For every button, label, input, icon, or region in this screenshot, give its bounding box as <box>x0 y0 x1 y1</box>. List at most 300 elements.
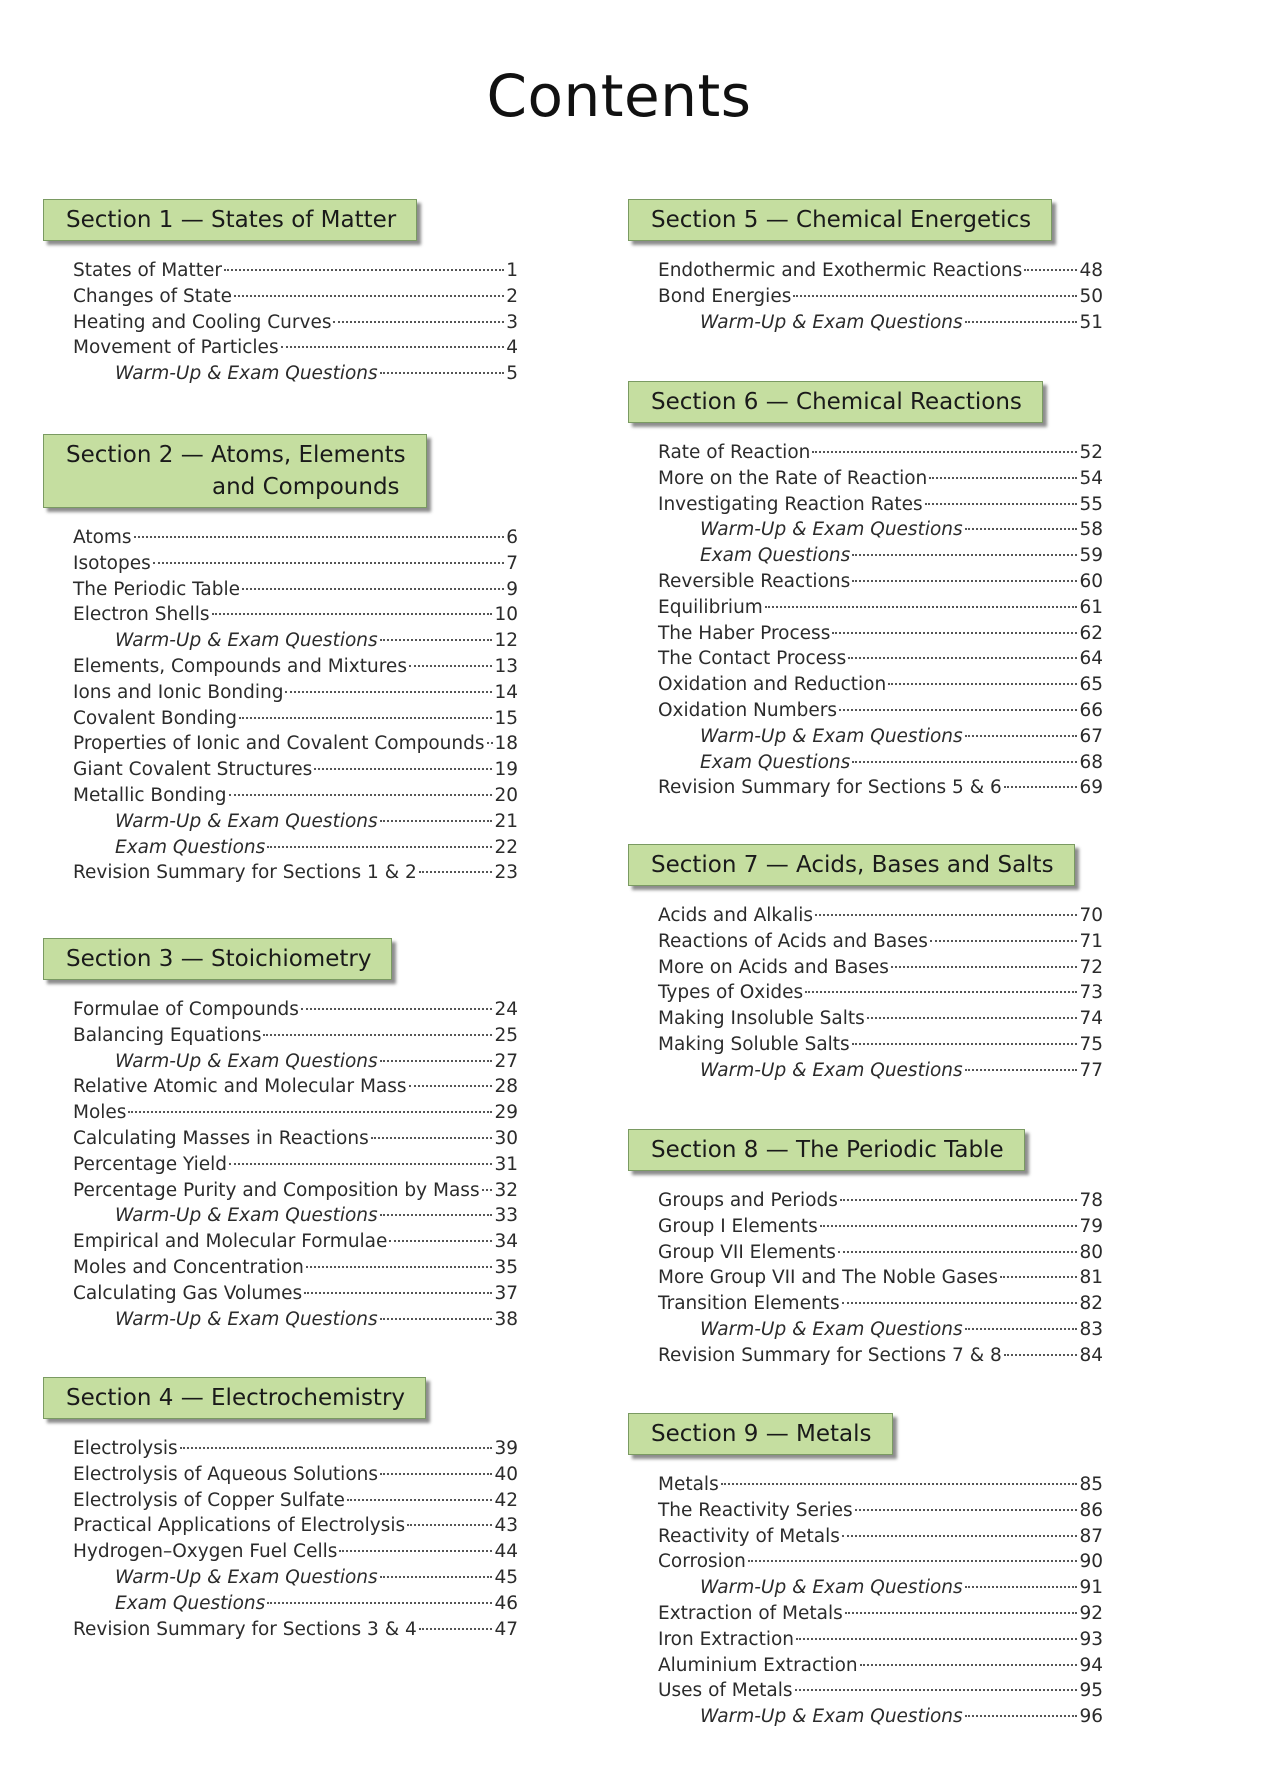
dot-leader <box>815 914 1077 916</box>
entry-title: Moles <box>73 1102 127 1124</box>
toc-entry[interactable] <box>73 1255 518 1281</box>
dot-leader <box>267 846 492 848</box>
page-number: 87 <box>1079 1525 1103 1547</box>
dot-leader <box>409 1085 493 1087</box>
toc-entry[interactable] <box>73 783 518 809</box>
entry-list <box>43 525 518 886</box>
dot-leader <box>333 321 504 323</box>
entry-title: Making Soluble Salts <box>658 1033 850 1055</box>
page-number: 6 <box>506 527 518 548</box>
section-header-line: Section 6 — Chemical Reactions <box>651 389 1022 415</box>
entry-title: Acids and Alkalis <box>658 905 814 926</box>
section-header-line: Section 3 — Stoichiometry <box>66 946 372 972</box>
toc-entry[interactable] <box>73 1178 518 1204</box>
toc-entry[interactable] <box>658 724 1103 750</box>
entry-title: Empirical and Molecular Formulae <box>73 1231 388 1253</box>
dot-leader <box>1004 1354 1078 1356</box>
entry-title: More on the Rate of Reaction <box>658 467 928 489</box>
toc-entry[interactable] <box>73 284 518 310</box>
toc-entry[interactable] <box>73 1074 518 1100</box>
dot-leader <box>304 1292 492 1294</box>
section-1 <box>43 199 548 387</box>
entry-title: Balancing Equations <box>73 1024 262 1046</box>
page-number: 95 <box>1079 1680 1103 1702</box>
section-header <box>628 199 1052 241</box>
section-header-line: Section 1 — States of Matter <box>66 207 397 233</box>
entry-title: Warm-Up & Exam Questions <box>115 1308 378 1330</box>
page-number: 68 <box>1079 751 1103 773</box>
toc-entry[interactable] <box>658 517 1103 543</box>
entry-title: Changes of State <box>73 285 233 307</box>
entry-title: The Haber Process <box>658 622 831 644</box>
toc-entry[interactable] <box>73 258 518 284</box>
page-number: 83 <box>1079 1318 1103 1340</box>
page-number: 78 <box>1079 1190 1103 1211</box>
dot-leader <box>965 528 1078 530</box>
toc-entry[interactable] <box>73 1617 518 1643</box>
toc-entry[interactable] <box>658 1317 1103 1343</box>
entry-title: Relative Atomic and Molecular Mass <box>73 1076 407 1098</box>
dot-leader <box>838 1251 1078 1253</box>
section-header-line: Section 8 — The Periodic Table <box>651 1137 1004 1163</box>
entry-list <box>628 1188 1103 1369</box>
page-number: 25 <box>494 1024 518 1046</box>
section-6 <box>628 381 1133 801</box>
page-number: 23 <box>494 862 518 884</box>
entry-title: More Group VII and The Noble Gases <box>658 1267 999 1289</box>
entry-list <box>628 258 1103 335</box>
section-header-line: Section 5 — Chemical Energetics <box>651 207 1032 233</box>
toc-entry[interactable] <box>73 835 518 861</box>
page-number: 27 <box>494 1050 518 1072</box>
toc-entry[interactable] <box>73 654 518 680</box>
entry-title: Group I Elements <box>658 1215 818 1237</box>
page-number: 72 <box>1079 956 1103 978</box>
entry-title: Warm-Up & Exam Questions <box>115 630 378 652</box>
toc-entry[interactable] <box>658 310 1103 336</box>
page-number: 2 <box>506 285 518 307</box>
entry-title: Uses of Metals <box>658 1680 793 1702</box>
toc-entry[interactable] <box>658 1575 1103 1601</box>
page-number: 62 <box>1079 622 1103 644</box>
entry-list <box>628 903 1103 1084</box>
page-number: 3 <box>506 311 518 333</box>
dot-leader <box>380 1318 493 1320</box>
page-number: 92 <box>1079 1602 1103 1624</box>
section-header <box>628 381 1043 423</box>
toc-entry[interactable] <box>73 1100 518 1126</box>
entry-title: Isotopes <box>73 552 151 574</box>
dot-leader <box>839 709 1077 711</box>
page-number: 42 <box>494 1489 518 1511</box>
entry-title: Electrolysis of Copper Sulfate <box>73 1489 345 1511</box>
entry-title: Metals <box>658 1474 719 1495</box>
page-number: 73 <box>1079 982 1103 1004</box>
page-number: 21 <box>494 810 518 832</box>
dot-leader <box>820 1225 1078 1227</box>
dot-leader <box>1004 786 1078 788</box>
entry-title: Exam Questions <box>700 751 851 773</box>
page-number: 37 <box>494 1282 518 1304</box>
dot-leader <box>1000 1276 1077 1278</box>
dot-leader <box>314 768 492 770</box>
section-7 <box>628 844 1133 1084</box>
entry-title: Percentage Purity and Composition by Mass <box>73 1179 480 1201</box>
toc-entry[interactable] <box>658 1214 1103 1240</box>
dot-leader <box>721 1483 1078 1485</box>
dot-leader <box>267 1602 492 1604</box>
dot-leader <box>965 735 1078 737</box>
dot-leader <box>965 1715 1078 1717</box>
entry-title: Types of Oxides <box>658 982 804 1004</box>
entry-title: Elements, Compounds and Mixtures <box>73 655 407 677</box>
dot-leader <box>234 295 504 297</box>
dot-leader <box>128 1111 492 1113</box>
dot-leader <box>339 1550 492 1552</box>
dot-leader <box>929 477 1077 479</box>
dot-leader <box>855 1509 1078 1511</box>
dot-leader <box>793 295 1077 297</box>
toc-entry[interactable] <box>658 569 1103 595</box>
dot-leader <box>380 372 505 374</box>
page-number: 14 <box>494 681 518 703</box>
dot-leader <box>848 657 1077 659</box>
entry-title: Oxidation Numbers <box>658 699 838 721</box>
page-number: 20 <box>494 784 518 806</box>
toc-entry[interactable] <box>658 440 1103 466</box>
section-header-line: Section 2 — Atoms, Elements <box>66 442 406 468</box>
dot-leader <box>925 503 1078 505</box>
entry-title: Exam Questions <box>115 836 266 858</box>
toc-entry[interactable] <box>73 628 518 654</box>
dot-leader <box>796 1638 1077 1640</box>
dot-leader <box>239 717 492 719</box>
page-number: 84 <box>1079 1344 1103 1366</box>
entry-title: Practical Applications of Electrolysis <box>73 1515 406 1537</box>
page-number: 93 <box>1079 1628 1103 1650</box>
entry-title: Rate of Reaction <box>658 442 811 463</box>
entry-title: Reactions of Acids and Bases <box>658 930 928 952</box>
page-number: 77 <box>1079 1059 1103 1081</box>
section-3 <box>43 938 548 1332</box>
section-5 <box>628 199 1133 335</box>
entry-title: Ions and Ionic Bonding <box>73 681 284 703</box>
entry-title: Warm-Up & Exam Questions <box>700 1577 963 1599</box>
entry-title: Aluminium Extraction <box>658 1654 858 1676</box>
dot-leader <box>805 991 1077 993</box>
toc-entry[interactable] <box>73 1462 518 1488</box>
toc-entry[interactable] <box>73 310 518 336</box>
page-number: 19 <box>494 759 518 781</box>
dot-leader <box>930 940 1078 942</box>
dot-leader <box>212 613 493 615</box>
dot-leader <box>380 1576 493 1578</box>
page-number: 34 <box>494 1231 518 1253</box>
toc-entry[interactable] <box>73 1281 518 1307</box>
entry-title: Giant Covalent Structures <box>73 759 313 781</box>
entry-title: Exam Questions <box>115 1592 266 1614</box>
toc-entry[interactable] <box>658 1291 1103 1317</box>
page-number: 85 <box>1079 1474 1103 1495</box>
page-number: 9 <box>506 578 518 600</box>
toc-entry[interactable] <box>658 1343 1103 1369</box>
toc-entry[interactable] <box>658 1265 1103 1291</box>
toc-entry[interactable] <box>73 577 518 603</box>
entry-title: Warm-Up & Exam Questions <box>700 519 963 541</box>
entry-title: Revision Summary for Sections 3 & 4 <box>73 1618 417 1640</box>
toc-entry[interactable] <box>658 1704 1103 1730</box>
entry-title: Warm-Up & Exam Questions <box>115 1205 378 1227</box>
entry-title: Electrolysis <box>73 1438 178 1459</box>
toc-entry[interactable] <box>658 1032 1103 1058</box>
toc-entry[interactable] <box>658 1188 1103 1214</box>
toc-entry[interactable] <box>73 997 518 1023</box>
section-header-line: Section 9 — Metals <box>651 1421 872 1447</box>
entry-title: Hydrogen–Oxygen Fuel Cells <box>73 1541 338 1563</box>
entry-title: Warm-Up & Exam Questions <box>115 810 378 832</box>
page-number: 75 <box>1079 1033 1103 1055</box>
entry-title: Warm-Up & Exam Questions <box>700 311 963 333</box>
entry-list <box>43 258 518 387</box>
page-number: 86 <box>1079 1499 1103 1521</box>
entry-title: Investigating Reaction Rates <box>658 493 923 515</box>
page-number: 81 <box>1079 1267 1103 1289</box>
entry-title: Calculating Masses in Reactions <box>73 1127 369 1149</box>
dot-leader <box>242 588 504 590</box>
dot-leader <box>891 966 1078 968</box>
page-number: 70 <box>1079 905 1103 926</box>
entry-list <box>628 440 1103 801</box>
dot-leader <box>409 665 492 667</box>
dot-leader <box>852 761 1077 763</box>
dot-leader <box>371 1137 493 1139</box>
entry-title: Covalent Bonding <box>73 707 237 729</box>
entry-title: Endothermic and Exothermic Reactions <box>658 260 1023 281</box>
toc-entry[interactable] <box>658 980 1103 1006</box>
toc-entry[interactable] <box>658 1627 1103 1653</box>
toc-entry[interactable] <box>658 1601 1103 1627</box>
toc-entry[interactable] <box>73 706 518 732</box>
toc-entry[interactable] <box>73 1591 518 1617</box>
entry-title: The Reactivity Series <box>658 1499 853 1521</box>
toc-entry[interactable] <box>73 1565 518 1591</box>
dot-leader <box>180 1447 493 1449</box>
entry-title: Warm-Up & Exam Questions <box>700 725 963 747</box>
page-number: 66 <box>1079 699 1103 721</box>
page-number: 12 <box>494 630 518 652</box>
page-number: 44 <box>494 1541 518 1563</box>
entry-title: Properties of Ionic and Covalent Compounds <box>73 733 485 755</box>
dot-leader <box>842 1302 1078 1304</box>
dot-leader <box>888 683 1077 685</box>
page-number: 55 <box>1079 493 1103 515</box>
dot-leader <box>852 554 1077 556</box>
dot-leader <box>795 1689 1078 1691</box>
dot-leader <box>852 580 1077 582</box>
dot-leader <box>153 562 504 564</box>
page-number: 61 <box>1079 596 1103 618</box>
page-number: 90 <box>1079 1551 1103 1573</box>
toc-entry[interactable] <box>658 775 1103 801</box>
entry-title: States of Matter <box>73 260 222 281</box>
toc-entry[interactable] <box>658 621 1103 647</box>
page-number: 64 <box>1079 648 1103 670</box>
entry-title: Reversible Reactions <box>658 570 851 592</box>
toc-entry[interactable] <box>73 361 518 387</box>
toc-entry[interactable] <box>73 1126 518 1152</box>
page-number: 45 <box>494 1566 518 1588</box>
toc-entry[interactable] <box>658 1006 1103 1032</box>
toc-entry[interactable] <box>658 1240 1103 1266</box>
section-header-line: and Compounds <box>212 474 400 500</box>
dot-leader <box>407 1524 492 1526</box>
toc-entry[interactable] <box>73 1307 518 1333</box>
page-number: 4 <box>506 337 518 359</box>
page-number: 28 <box>494 1076 518 1098</box>
page-number: 80 <box>1079 1241 1103 1263</box>
dot-leader <box>380 639 493 641</box>
page-number: 46 <box>494 1592 518 1614</box>
toc-entry[interactable] <box>73 335 518 361</box>
toc-entry[interactable] <box>658 1524 1103 1550</box>
toc-entry[interactable] <box>658 903 1103 929</box>
page-number: 69 <box>1079 777 1103 799</box>
toc-entry[interactable] <box>73 551 518 577</box>
page-number: 60 <box>1079 570 1103 592</box>
page-number: 32 <box>494 1179 518 1201</box>
toc-entry[interactable] <box>73 525 518 551</box>
dot-leader <box>380 1060 493 1062</box>
toc-entry[interactable] <box>73 1023 518 1049</box>
page-number: 52 <box>1079 442 1103 463</box>
toc-entry[interactable] <box>73 1049 518 1075</box>
toc-entry[interactable] <box>658 1472 1103 1498</box>
entry-title: Electron Shells <box>73 604 210 626</box>
toc-entry[interactable] <box>658 492 1103 518</box>
dot-leader <box>301 1008 493 1010</box>
entry-title: Group VII Elements <box>658 1241 836 1263</box>
toc-entry[interactable] <box>658 1549 1103 1575</box>
entry-title: Iron Extraction <box>658 1628 795 1650</box>
dot-leader <box>852 1043 1078 1045</box>
entry-title: Warm-Up & Exam Questions <box>115 1050 378 1072</box>
page-number: 22 <box>494 836 518 858</box>
page-number: 51 <box>1079 311 1103 333</box>
toc-entry[interactable] <box>658 543 1103 569</box>
entry-title: Percentage Yield <box>73 1153 227 1175</box>
page-number: 24 <box>494 999 518 1020</box>
toc-entry[interactable] <box>73 809 518 835</box>
toc-entry[interactable] <box>73 602 518 628</box>
toc-entry[interactable] <box>73 1488 518 1514</box>
toc-entry[interactable] <box>658 646 1103 672</box>
toc-entry[interactable] <box>658 750 1103 776</box>
toc-entry[interactable] <box>73 680 518 706</box>
page-number: 54 <box>1079 467 1103 489</box>
section-header <box>43 938 392 980</box>
toc-entry[interactable] <box>658 1678 1103 1704</box>
dot-leader <box>419 1628 493 1630</box>
toc-entry[interactable] <box>73 1152 518 1178</box>
dot-leader <box>812 451 1077 453</box>
dot-leader <box>842 1535 1078 1537</box>
entry-title: Warm-Up & Exam Questions <box>115 1566 378 1588</box>
dot-leader <box>281 346 505 348</box>
toc-entry[interactable] <box>658 698 1103 724</box>
dot-leader <box>380 1473 492 1475</box>
dot-leader <box>285 691 492 693</box>
toc-entry[interactable] <box>658 1653 1103 1679</box>
page-number: 58 <box>1079 519 1103 541</box>
page-number: 39 <box>494 1438 518 1459</box>
toc-entry[interactable] <box>73 1539 518 1565</box>
entry-title: Metallic Bonding <box>73 784 227 806</box>
toc-entry[interactable] <box>658 258 1103 284</box>
dot-leader <box>482 1189 493 1191</box>
toc-entry[interactable] <box>73 1436 518 1462</box>
page-number: 13 <box>494 655 518 677</box>
entry-title: Atoms <box>73 527 132 548</box>
toc-entry[interactable] <box>658 1058 1103 1084</box>
dot-leader <box>845 1612 1078 1614</box>
entry-title: Reactivity of Metals <box>658 1525 840 1547</box>
toc-entry[interactable] <box>658 1498 1103 1524</box>
dot-leader <box>306 1266 493 1268</box>
toc-entry[interactable] <box>73 1229 518 1255</box>
section-header <box>628 1413 893 1455</box>
toc-entry[interactable] <box>73 1513 518 1539</box>
page-number: 59 <box>1079 545 1103 567</box>
dot-leader <box>380 1214 493 1216</box>
entry-title: Calculating Gas Volumes <box>73 1282 303 1304</box>
toc-entry[interactable] <box>658 929 1103 955</box>
page-number: 33 <box>494 1205 518 1227</box>
page-number: 94 <box>1079 1654 1103 1676</box>
section-header-line: Section 4 — Electrochemistry <box>66 1385 406 1411</box>
toc-entry[interactable] <box>658 955 1103 981</box>
entry-title: More on Acids and Bases <box>658 956 889 978</box>
entry-title: Corrosion <box>658 1551 746 1573</box>
page-number: 65 <box>1079 674 1103 696</box>
entry-title: Extraction of Metals <box>658 1602 843 1624</box>
entry-title: The Contact Process <box>658 648 847 670</box>
entry-title: Oxidation and Reduction <box>658 674 887 696</box>
toc-entry[interactable] <box>73 757 518 783</box>
page-number: 43 <box>494 1515 518 1537</box>
entry-title: Bond Energies <box>658 285 792 307</box>
entry-title: Revision Summary for Sections 7 & 8 <box>658 1344 1002 1366</box>
dot-leader <box>840 1199 1078 1201</box>
toc-entry[interactable] <box>73 731 518 757</box>
dot-leader <box>263 1034 492 1036</box>
toc-entry[interactable] <box>73 1203 518 1229</box>
toc-entry[interactable] <box>73 860 518 886</box>
toc-entry[interactable] <box>658 595 1103 621</box>
dot-leader <box>832 632 1077 634</box>
entry-title: Warm-Up & Exam Questions <box>115 363 378 385</box>
page-number: 48 <box>1079 260 1103 281</box>
toc-entry[interactable] <box>658 284 1103 310</box>
dot-leader <box>748 1560 1078 1562</box>
entry-title: Exam Questions <box>700 545 851 567</box>
toc-entry[interactable] <box>658 672 1103 698</box>
entry-title: Revision Summary for Sections 1 & 2 <box>73 862 417 884</box>
entry-title: Revision Summary for Sections 5 & 6 <box>658 777 1002 799</box>
entry-title: Heating and Cooling Curves <box>73 311 332 333</box>
section-header <box>43 434 427 508</box>
page-number: 50 <box>1079 285 1103 307</box>
toc-entry[interactable] <box>658 466 1103 492</box>
